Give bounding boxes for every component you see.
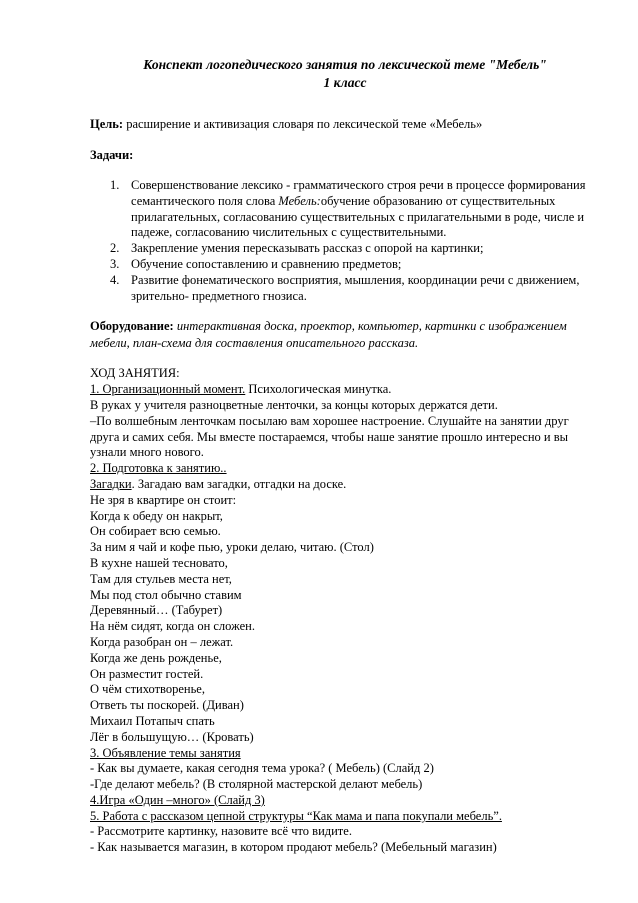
document-title xyxy=(90,56,600,92)
section-5-line: - Рассмотрите картинку, назовите всё что видите. xyxy=(90,824,352,839)
lesson-heading: ХОД ЗАНЯТИЯ: xyxy=(90,366,180,381)
task-text: Развитие фонематического восприятия, мышления, координации речи с движением, зрительно- предметного гнозиса. xyxy=(131,272,580,303)
section-1-paragraph-1: В руках у учителя разноцветные ленточки, за концы которых держатся дети. xyxy=(90,397,498,412)
riddle-line: Он разместит гостей. xyxy=(90,666,204,681)
tasks-label: Задачи: xyxy=(90,148,134,162)
riddle-line: Мы под стол обычно ставим xyxy=(90,587,242,602)
section-3-line: -Где делают мебель? (В столярной мастерской делают мебель) xyxy=(90,777,423,792)
section-1-paragraph-2: –По волшебным ленточкам посылаю вам хорошее настроение. Слушайте на занятии друг друга и самих себя. Мы вместе постараемся, чтобы наше занятие прошло интересно и вы узнали много нового. xyxy=(90,413,569,460)
document-page xyxy=(90,56,600,856)
task-text: Обучение сопоставлению и сравнению предметов; xyxy=(131,256,402,271)
equipment-paragraph xyxy=(90,318,600,352)
riddle-line: Когда же день рожденье, xyxy=(90,650,222,665)
riddle-line: Когда к обеду он накрыт, xyxy=(90,508,223,523)
riddle-line: Михаил Потапыч спать xyxy=(90,713,215,728)
task-item xyxy=(90,273,600,305)
task-number: 1. xyxy=(110,178,120,192)
section-1-title xyxy=(90,382,600,398)
riddle-line: За ним я чай и кофе пью, уроки делаю, читаю. (Стол) xyxy=(90,540,374,555)
title-line-1: Конспект логопедического занятия по лексической теме "Мебель" xyxy=(143,57,547,72)
section-5-title: 5. Работа с рассказом цепной структуры “Как мама и папа покупали мебель”. xyxy=(90,808,502,823)
riddles-intro-text: . Загадаю вам загадки, отгадки на доске. xyxy=(131,476,347,491)
task-text: Закрепление умения пересказывать рассказ с опорой на картинки; xyxy=(131,241,484,256)
riddle-line: Деревянный… (Табурет) xyxy=(90,603,223,618)
riddle-line: На нём сидят, когда он сложен. xyxy=(90,619,255,634)
riddle-line: В кухне нашей тесновато, xyxy=(90,555,228,570)
riddle-line: Ответь ты поскорей. (Диван) xyxy=(90,698,244,713)
task-italic-word: Мебель: xyxy=(278,193,321,208)
lesson-body xyxy=(90,366,600,856)
goal-label: Цель: xyxy=(90,117,124,131)
riddle-line: Он собирает всю семью. xyxy=(90,524,221,539)
riddle-line: Не зря в квартире он стоит: xyxy=(90,492,237,507)
section-3-line: - Как вы думаете, какая сегодня тема урока? ( Мебель) (Слайд 2) xyxy=(90,761,434,776)
riddle-line: Когда разобран он – лежат. xyxy=(90,634,234,649)
goal-text: расширение и активизация словаря по лексической теме «Мебель» xyxy=(123,117,483,131)
task-text-rest: обучение образованию от существительных прилагательных, согласованию существительных с прилагательными в роде, числе и падеже, согласованию числительных с существительными. xyxy=(131,193,585,240)
section-1-title-rest: Психологическая минутка. xyxy=(245,382,392,397)
section-3-title: 3. Объявление темы занятия xyxy=(90,745,241,760)
task-item xyxy=(90,241,600,257)
task-number: 2. xyxy=(110,241,120,256)
task-text: Совершенствование лексико - грамматического строя речи в процессе формирования семантического поля слова xyxy=(131,178,586,208)
title-line-2: 1 класс xyxy=(323,75,367,90)
riddles-intro xyxy=(90,477,600,493)
riddle-line: О чём стихотворенье, xyxy=(90,682,205,697)
equipment-label: Оборудование: xyxy=(90,319,174,334)
task-number: 4. xyxy=(110,272,120,287)
task-number: 3. xyxy=(110,256,120,271)
goal-paragraph xyxy=(90,116,600,133)
tasks-list xyxy=(90,178,600,304)
equipment-text: интерактивная доска, проектор, компьютер, картинки с изображением мебели, план-схема для составления описательного рассказа. xyxy=(90,319,567,351)
task-item xyxy=(90,178,600,241)
section-1-title-underlined: 1. Организационный момент. xyxy=(90,382,246,397)
riddles-label: Загадки xyxy=(90,476,132,491)
section-4-title: 4.Игра «Один –много» (Слайд 3) xyxy=(90,792,265,807)
task-item xyxy=(90,257,600,273)
section-5-line: - Как называется магазин, в котором продают мебель? (Мебельный магазин) xyxy=(90,840,497,855)
riddle-line: Там для стульев места нет, xyxy=(90,571,232,586)
section-2-title: 2. Подготовка к занятию.. xyxy=(90,461,227,476)
riddle-line: Лёг в большущую… (Кровать) xyxy=(90,729,254,744)
